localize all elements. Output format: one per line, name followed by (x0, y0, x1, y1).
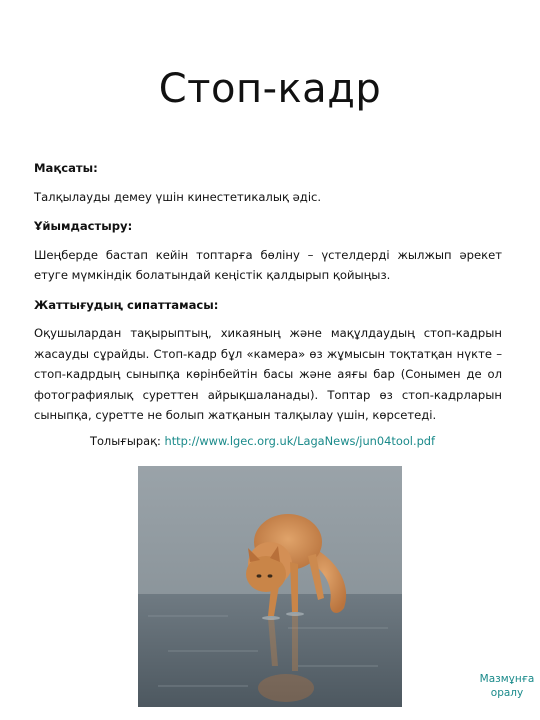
aim-heading: Мақсаты: (34, 161, 98, 175)
source-line (90, 434, 530, 448)
slide-title: Стоп-кадр (158, 66, 382, 112)
source-link[interactable]: http://www.lgec.org.uk/LagaNews/jun04tool.pdf (164, 434, 436, 448)
description-text: Оқушылардан тақырыптың, хикаяның және мақұлдаудың стоп-кадрын жасауды сұрайды. Стоп-кадр бұл «камера» өз жұмысын тоқтатқан нүкте – стоп-кадрдың сыныпқа көрінбейтін басы және аяғы бар (Сонымен де ол фотографиялық суреттен айрықшаланады). Топтар өз стоп-кадрларын сыныпқа, суретте не болып жатқанын талқылау үшін, көрсетеді. (34, 326, 502, 422)
back-to-contents-link[interactable]: Мазмұнға оралу (479, 673, 535, 699)
source-label: Толығырақ: (90, 434, 165, 448)
description-heading: Жаттығудың сипаттамасы: (34, 297, 219, 312)
organization-heading: Ұйымдастыру: (34, 219, 133, 233)
aim-text: Талқылауды демеу үшін кинестетикалық әдіс. (34, 189, 322, 204)
organization-text: Шеңберде бастап кейін топтарға бөліну – үстелдерді жылжып әрекет етуге мүмкіндік болатындай кеңістік қалдырып қойыңыз. (34, 247, 502, 282)
cat-photo-illustration (138, 466, 402, 707)
cat-photo (138, 466, 402, 707)
slide-content (34, 158, 502, 435)
